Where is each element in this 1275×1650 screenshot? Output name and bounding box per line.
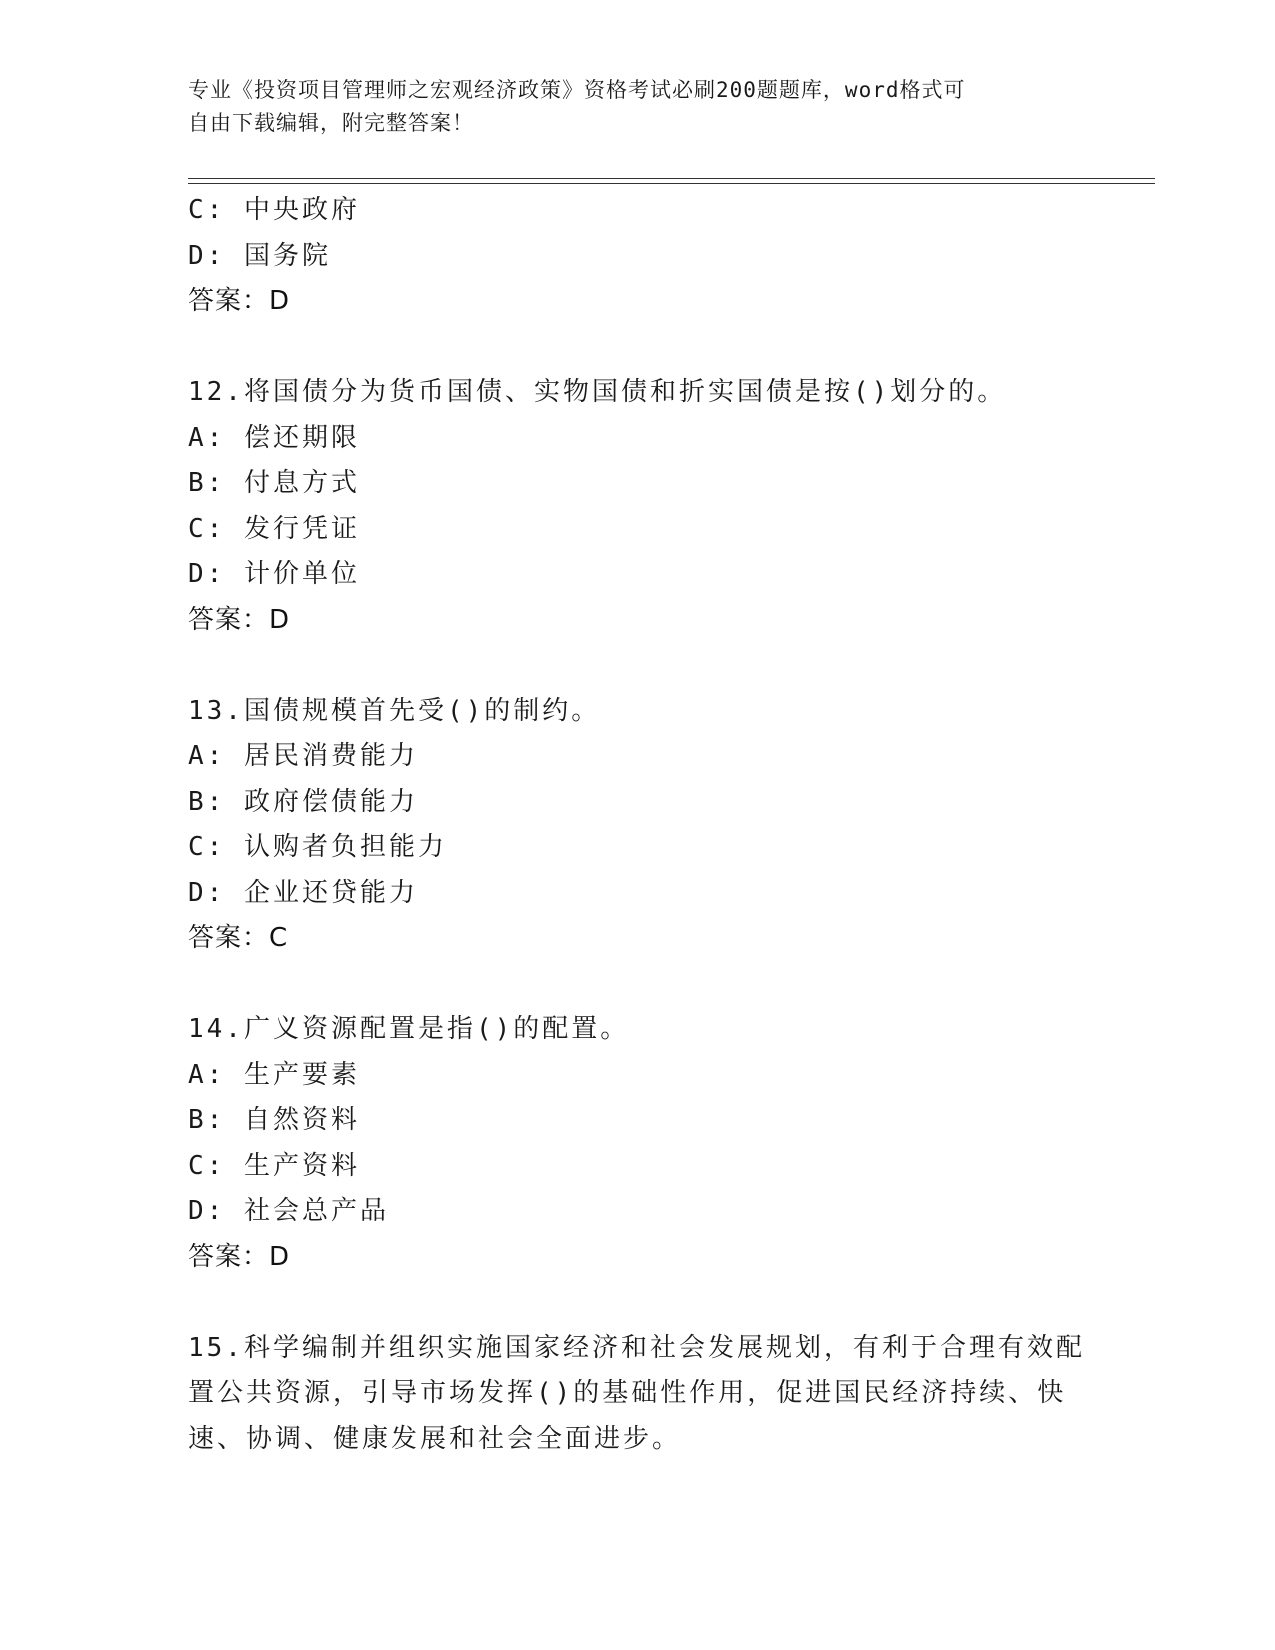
- question-15: [188, 1326, 1088, 1463]
- question-stem: 13.国债规模首先受()的制约。: [188, 695, 601, 726]
- answer-line: 答案：D: [188, 1241, 291, 1272]
- spacer: [188, 1280, 1088, 1326]
- spacer: [188, 325, 1088, 371]
- option-b: B: 付息方式: [188, 468, 360, 498]
- header-line-1: 专业《投资项目管理师之宏观经济政策》资格考试必刷200题题库，word格式可: [188, 78, 966, 102]
- question-stem: 12.将国债分为货币国债、实物国债和折实国债是按()划分的。: [188, 377, 1007, 407]
- option-a: A: 偿还期限: [188, 422, 360, 453]
- question-12: [188, 370, 1088, 643]
- option-c: C: 中央政府: [188, 195, 360, 225]
- question-14: [188, 1007, 1088, 1280]
- answer-line: 答案：D: [188, 286, 291, 316]
- option-c: C: 认购者负担能力: [188, 832, 447, 862]
- header-rule-top: [188, 178, 1155, 179]
- option-c: C: 发行凭证: [188, 513, 360, 544]
- option-a: A: 居民消费能力: [188, 741, 418, 771]
- header-line-2: 自由下载编辑，附完整答案！: [188, 111, 474, 135]
- option-d: D: 计价单位: [188, 559, 360, 589]
- option-d: D: 企业还贷能力: [188, 877, 418, 908]
- question-stem-line-3: 速、协调、健康发展和社会全面进步。: [188, 1423, 682, 1454]
- header-rule-bottom: [188, 183, 1155, 184]
- question-stem: 14.广义资源配置是指()的配置。: [188, 1014, 630, 1044]
- question-11-tail: [188, 188, 1088, 325]
- option-c: C: 生产资料: [188, 1150, 360, 1181]
- option-b: B: 自然资料: [188, 1105, 360, 1135]
- question-stem-line-2: 置公共资源，引导市场发挥()的基础性作用，促进国民经济持续、快: [188, 1378, 1067, 1408]
- option-d: D: 国务院: [188, 240, 331, 271]
- question-stem-line-1: 15.科学编制并组织实施国家经济和社会发展规划，有利于合理有效配: [188, 1332, 1085, 1363]
- option-a: A: 生产要素: [188, 1059, 360, 1090]
- option-d: D: 社会总产品: [188, 1196, 389, 1226]
- question-13: [188, 689, 1088, 962]
- spacer: [188, 643, 1088, 689]
- spacer: [188, 962, 1088, 1008]
- question-content: [188, 188, 1088, 1462]
- answer-line: 答案：C: [188, 923, 289, 953]
- option-b: B: 政府偿债能力: [188, 786, 418, 817]
- answer-line: 答案：D: [188, 604, 291, 635]
- page-header: [188, 74, 1088, 140]
